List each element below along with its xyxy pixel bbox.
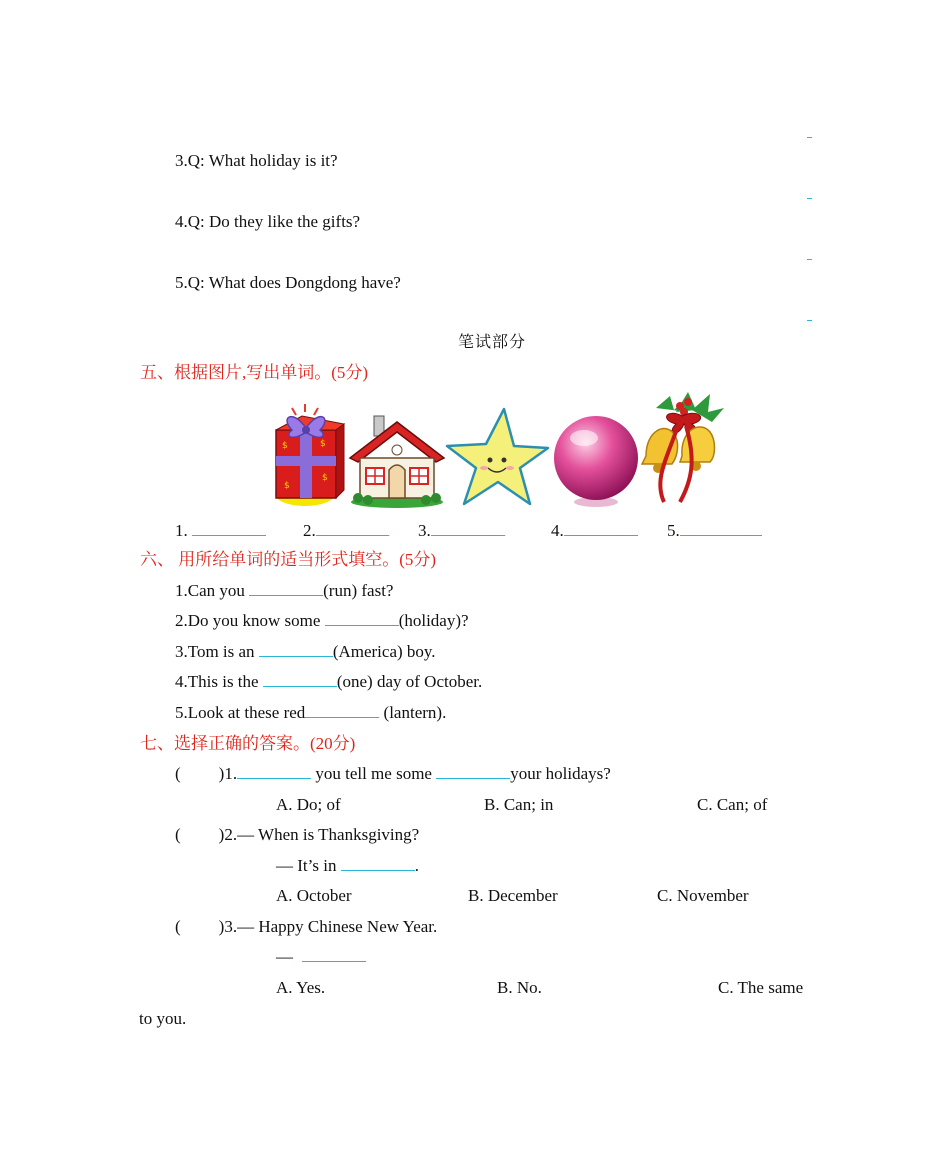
- blank[interactable]: [431, 520, 505, 536]
- star-icon: [444, 406, 550, 508]
- text: 4.This is the: [175, 672, 263, 691]
- blank[interactable]: [249, 580, 323, 596]
- blank[interactable]: [564, 520, 638, 536]
- label: 2.: [303, 521, 316, 540]
- margin-mark: [807, 137, 812, 138]
- question-text: )2.— When is Thanksgiving?: [218, 825, 420, 844]
- q2-option-a[interactable]: A. October: [276, 886, 352, 905]
- label: 5.: [667, 521, 680, 540]
- question-text: )3.— Happy Chinese New Year.: [218, 917, 438, 936]
- picture-answer-3[interactable]: [418, 520, 505, 542]
- blank[interactable]: [305, 702, 379, 718]
- answer-paren-open[interactable]: (: [175, 825, 181, 844]
- text: (run) fast?: [323, 581, 394, 600]
- listening-question-4: 4.Q: Do they like the gifts?: [175, 212, 361, 231]
- q2-answer-line: [276, 855, 419, 877]
- text: (one) day of October.: [336, 672, 483, 691]
- house-icon: [348, 412, 446, 508]
- q1-option-c[interactable]: C. Can; of: [697, 795, 768, 814]
- text: — It’s in: [276, 856, 341, 875]
- choice-question-2: [175, 824, 419, 846]
- listening-question-3: 3.Q: What holiday is it?: [175, 151, 338, 170]
- fill-item-2: [175, 610, 469, 632]
- christmas-bells-icon: [636, 390, 728, 508]
- q3-answer-line: [276, 946, 366, 968]
- q2-option-c[interactable]: C. November: [657, 886, 749, 905]
- label: 4.: [551, 521, 564, 540]
- text: 2.Do you know some: [175, 611, 325, 630]
- svg-text:$: $: [284, 481, 290, 491]
- blank[interactable]: [259, 641, 333, 657]
- text: (America) boy.: [332, 642, 436, 661]
- label: 3.: [418, 521, 431, 540]
- blank[interactable]: [237, 763, 311, 779]
- blank[interactable]: [325, 610, 399, 626]
- text: (holiday)?: [398, 611, 469, 630]
- q3-option-b[interactable]: B. No.: [497, 978, 542, 997]
- q3-option-a[interactable]: A. Yes.: [276, 978, 326, 997]
- picture-answer-2[interactable]: [303, 520, 389, 542]
- svg-text:$: $: [320, 439, 326, 449]
- blank[interactable]: [316, 520, 389, 536]
- text: 5.Look at these red: [175, 703, 306, 722]
- fill-item-1: [175, 580, 393, 602]
- margin-mark: [807, 259, 812, 260]
- answer-paren-open[interactable]: (: [175, 917, 181, 936]
- text: your holidays?: [510, 764, 611, 783]
- q1-option-a[interactable]: A. Do; of: [276, 795, 341, 814]
- blank[interactable]: [263, 671, 337, 687]
- picture-answer-4[interactable]: [551, 520, 638, 542]
- q2-option-b[interactable]: B. December: [468, 886, 558, 905]
- choice-question-1: [175, 763, 611, 785]
- picture-answer-1[interactable]: [175, 520, 266, 542]
- fill-item-3: [175, 641, 436, 663]
- answer-paren-open[interactable]: (: [175, 764, 181, 783]
- fill-item-4: [175, 671, 482, 693]
- text: —: [276, 947, 298, 966]
- blank[interactable]: [680, 520, 762, 536]
- q3-option-c[interactable]: C. The same: [718, 978, 804, 997]
- blank[interactable]: [302, 946, 366, 962]
- section-6-title: 六、 用所给单词的适当形式填空。(5分): [140, 550, 437, 569]
- label: 1.: [175, 521, 188, 540]
- blank[interactable]: [192, 520, 266, 536]
- text: 3.Tom is an: [175, 642, 259, 661]
- text: .: [414, 856, 419, 875]
- listening-question-5: 5.Q: What does Dongdong have?: [175, 273, 401, 292]
- picture-answer-5[interactable]: [667, 520, 762, 542]
- svg-text:$: $: [282, 441, 288, 451]
- blank[interactable]: [436, 763, 510, 779]
- choice-question-3: [175, 916, 437, 938]
- text: (lantern).: [379, 703, 447, 722]
- question-number: )1.: [218, 764, 238, 783]
- text: you tell me some: [311, 764, 437, 783]
- svg-text:$: $: [322, 473, 328, 483]
- section-5-title: 五、根据图片,写出单词。(5分): [140, 363, 369, 382]
- margin-mark: [807, 320, 812, 321]
- q1-option-b[interactable]: B. Can; in: [484, 795, 554, 814]
- pink-ball-icon: [552, 412, 640, 508]
- text: 1.Can you: [175, 581, 250, 600]
- q3-option-c-continuation: to you.: [139, 1009, 187, 1028]
- section-7-title: 七、选择正确的答案。(20分): [140, 734, 356, 753]
- fill-item-5: [175, 702, 446, 724]
- blank[interactable]: [341, 855, 415, 871]
- margin-mark: [807, 198, 812, 199]
- gift-box-icon: [262, 402, 348, 508]
- written-section-title: 笔试部分: [458, 334, 527, 351]
